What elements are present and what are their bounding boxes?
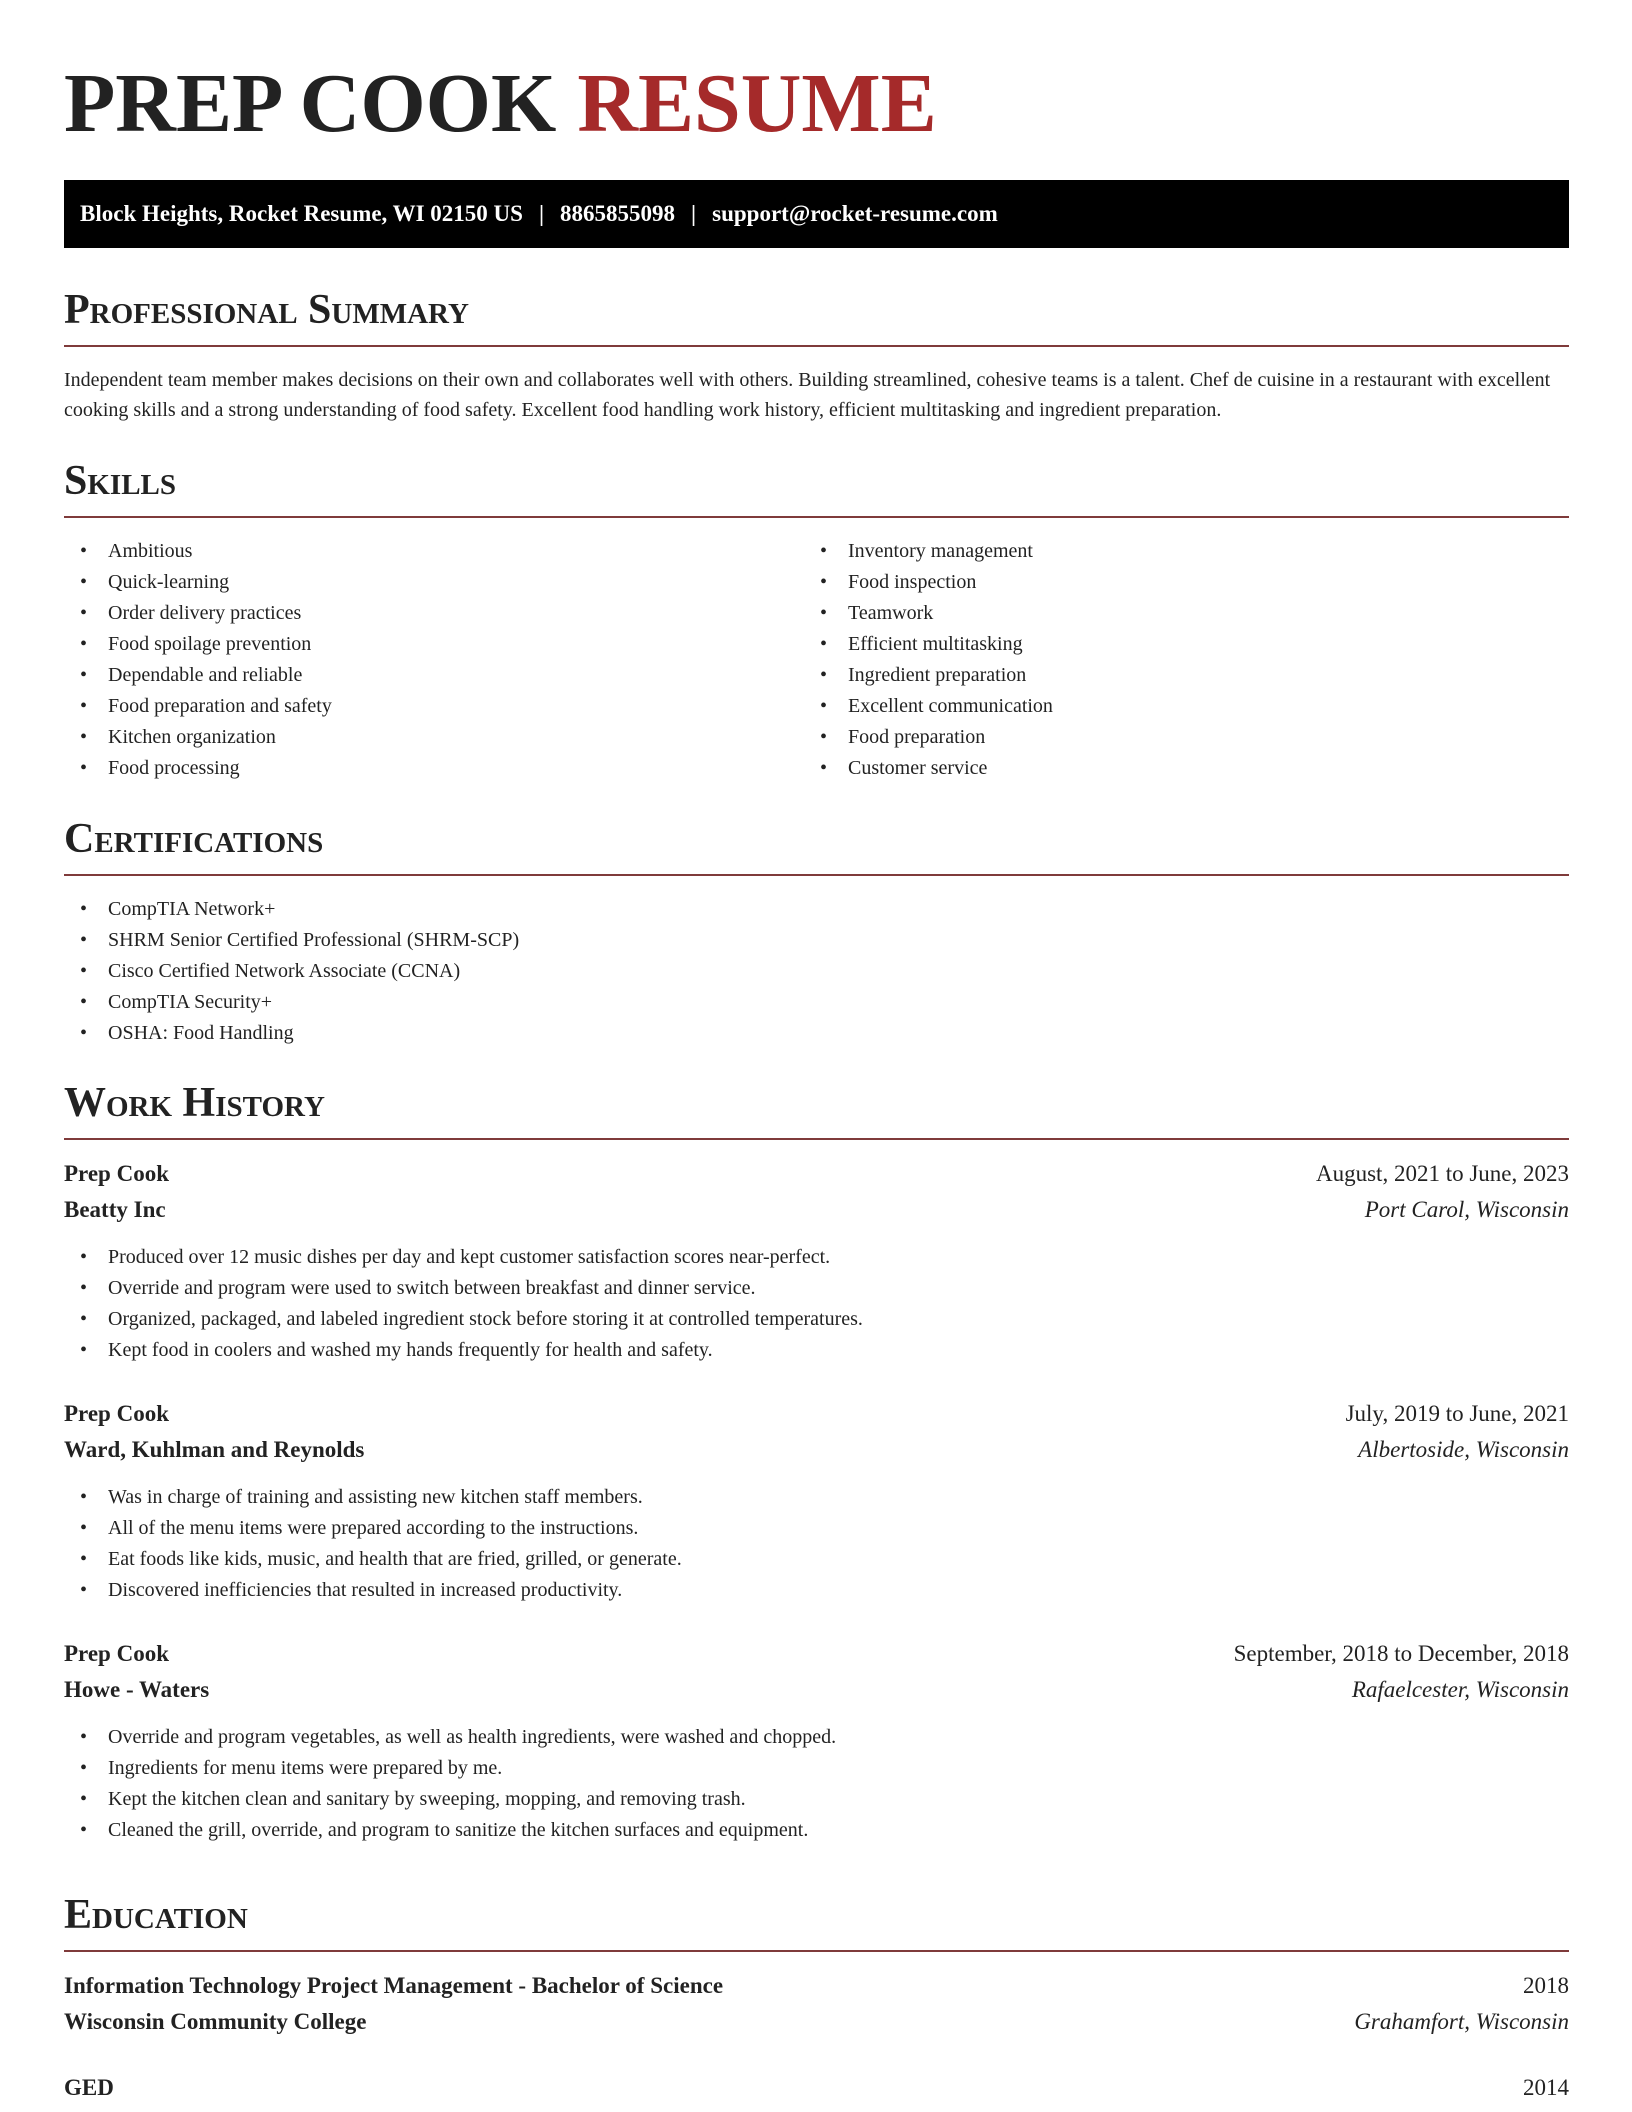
job-entry	[64, 1636, 1569, 1846]
education-header-row	[64, 1968, 1569, 2004]
section-education	[64, 1890, 1569, 2106]
job-header-row	[64, 1156, 1569, 1192]
resume-title	[64, 56, 1569, 152]
job-dates: August, 2021 to June, 2023	[1316, 1161, 1569, 1186]
certification-item: • CompTIA Network+	[64, 894, 1569, 925]
section-skills	[64, 456, 1569, 784]
job-bullet: • Produced over 12 music dishes per day and kept customer satisfaction scores near-perfect.	[64, 1242, 1569, 1273]
certification-item: • Cisco Certified Network Associate (CCNA)	[64, 956, 1569, 987]
job-bullets	[64, 1722, 1569, 1846]
skill-item: • Customer service	[804, 753, 1544, 784]
skill-item: • Inventory management	[804, 536, 1544, 567]
title-accent: RESUME	[577, 57, 937, 150]
contact-phone: 8865855098	[560, 201, 676, 226]
skills-list-left	[64, 536, 804, 784]
education-entry	[64, 2070, 1569, 2106]
job-bullets	[64, 1242, 1569, 1366]
skill-item: • Food preparation	[804, 722, 1544, 753]
skill-item: • Ambitious	[64, 536, 804, 567]
certifications-list	[64, 894, 1569, 1049]
certification-item: • SHRM Senior Certified Professional (SHRM-SCP)	[64, 925, 1569, 956]
section-heading-education: Education	[64, 1892, 248, 1938]
skills-columns	[64, 518, 1569, 784]
job-header-row	[64, 1636, 1569, 1672]
section-heading-summary: Professional Summary	[64, 287, 469, 333]
education-year: 2018	[1523, 1973, 1569, 1998]
contact-separator: |	[691, 201, 697, 226]
education-header-row	[64, 2070, 1569, 2106]
section-heading-work-history: Work History	[64, 1080, 325, 1126]
section-work-history	[64, 1078, 1569, 1846]
job-bullet: • Eat foods like kids, music, and health that are fried, grilled, or generate.	[64, 1544, 1569, 1575]
skill-item: • Order delivery practices	[64, 598, 804, 629]
skill-item: • Dependable and reliable	[64, 660, 804, 691]
job-dates: July, 2019 to June, 2021	[1345, 1401, 1569, 1426]
skill-item: • Efficient multitasking	[804, 629, 1544, 660]
job-header-row	[64, 1396, 1569, 1432]
job-bullet: • Cleaned the grill, override, and program to sanitize the kitchen surfaces and equipment.	[64, 1815, 1569, 1846]
job-entry	[64, 1156, 1569, 1366]
skill-item: • Food preparation and safety	[64, 691, 804, 722]
job-bullet: • Was in charge of training and assisting new kitchen staff members.	[64, 1482, 1569, 1513]
job-dates: September, 2018 to December, 2018	[1233, 1641, 1569, 1666]
job-location: Albertoside, Wisconsin	[1358, 1437, 1569, 1462]
contact-separator: |	[538, 201, 545, 226]
job-company: Ward, Kuhlman and Reynolds	[64, 1437, 365, 1462]
job-bullet: • Kept the kitchen clean and sanitary by sweeping, mopping, and removing trash.	[64, 1784, 1569, 1815]
education-degree: Information Technology Project Management - Bachelor of Science	[64, 1973, 724, 1998]
skill-item: • Teamwork	[804, 598, 1544, 629]
job-bullet: • Override and program vegetables, as well as health ingredients, were washed and chopped.	[64, 1722, 1569, 1753]
education-school: Wisconsin Community College	[64, 2009, 367, 2034]
job-bullet: • Override and program were used to switch between breakfast and dinner service.	[64, 1273, 1569, 1304]
contact-address: Block Heights, Rocket Resume, WI 02150 US	[80, 201, 523, 226]
contact-email[interactable]: support@rocket-resume.com	[712, 201, 998, 226]
job-bullet: • Discovered inefficiencies that resulted in increased productivity.	[64, 1575, 1569, 1606]
section-heading-certifications: Certifications	[64, 816, 324, 862]
education-year: 2014	[1523, 2075, 1569, 2100]
skill-item: • Food processing	[64, 753, 804, 784]
job-company-row	[64, 1672, 1569, 1708]
skill-item: • Kitchen organization	[64, 722, 804, 753]
job-bullet: • Organized, packaged, and labeled ingredient stock before storing it at controlled temperatures.	[64, 1304, 1569, 1335]
job-company-row	[64, 1432, 1569, 1468]
title-main: PREP COOK	[64, 57, 557, 150]
job-bullet: • All of the menu items were prepared according to the instructions.	[64, 1513, 1569, 1544]
skill-item: • Food inspection	[804, 567, 1544, 598]
certification-item: • OSHA: Food Handling	[64, 1018, 1569, 1049]
skill-item: • Quick-learning	[64, 567, 804, 598]
section-summary	[64, 285, 1569, 425]
summary-text: Independent team member makes decisions on their own and collaborates well with others. Building streamlined, cohesive teams is a talent. Chef de cuisine in a restaurant with excellent cooking skills and a strong understanding of food safety. Excellent food handling work history, efficient multitasking and ingredient preparation.	[64, 369, 1551, 421]
contact-bar	[64, 180, 1569, 248]
job-company: Beatty Inc	[64, 1197, 166, 1222]
job-company-row	[64, 1192, 1569, 1228]
job-title: Prep Cook	[64, 1161, 169, 1186]
education-school-row	[64, 2004, 1569, 2040]
job-bullets	[64, 1482, 1569, 1606]
skill-item: • Food spoilage prevention	[64, 629, 804, 660]
job-location: Port Carol, Wisconsin	[1364, 1197, 1569, 1222]
certification-item: • CompTIA Security+	[64, 987, 1569, 1018]
job-bullet: • Ingredients for menu items were prepared by me.	[64, 1753, 1569, 1784]
job-entry	[64, 1396, 1569, 1606]
skills-list-right	[804, 536, 1544, 784]
section-divider	[64, 874, 1569, 876]
job-company: Howe - Waters	[64, 1677, 210, 1702]
skill-item: • Excellent communication	[804, 691, 1544, 722]
resume-page	[64, 0, 1569, 2100]
section-divider	[64, 1950, 1569, 1952]
section-heading-skills: Skills	[64, 458, 177, 504]
job-title: Prep Cook	[64, 1401, 169, 1426]
section-certifications	[64, 814, 1569, 1049]
job-location: Rafaelcester, Wisconsin	[1351, 1677, 1569, 1702]
skill-item: • Ingredient preparation	[804, 660, 1544, 691]
education-entry	[64, 1968, 1569, 2040]
education-degree: GED	[64, 2075, 114, 2100]
section-divider	[64, 1138, 1569, 1140]
skills-column-left	[64, 518, 804, 784]
job-bullet: • Kept food in coolers and washed my hands frequently for health and safety.	[64, 1335, 1569, 1366]
section-divider	[64, 345, 1569, 347]
job-title: Prep Cook	[64, 1641, 169, 1666]
education-location: Grahamfort, Wisconsin	[1354, 2009, 1569, 2034]
skills-column-right	[804, 518, 1544, 784]
